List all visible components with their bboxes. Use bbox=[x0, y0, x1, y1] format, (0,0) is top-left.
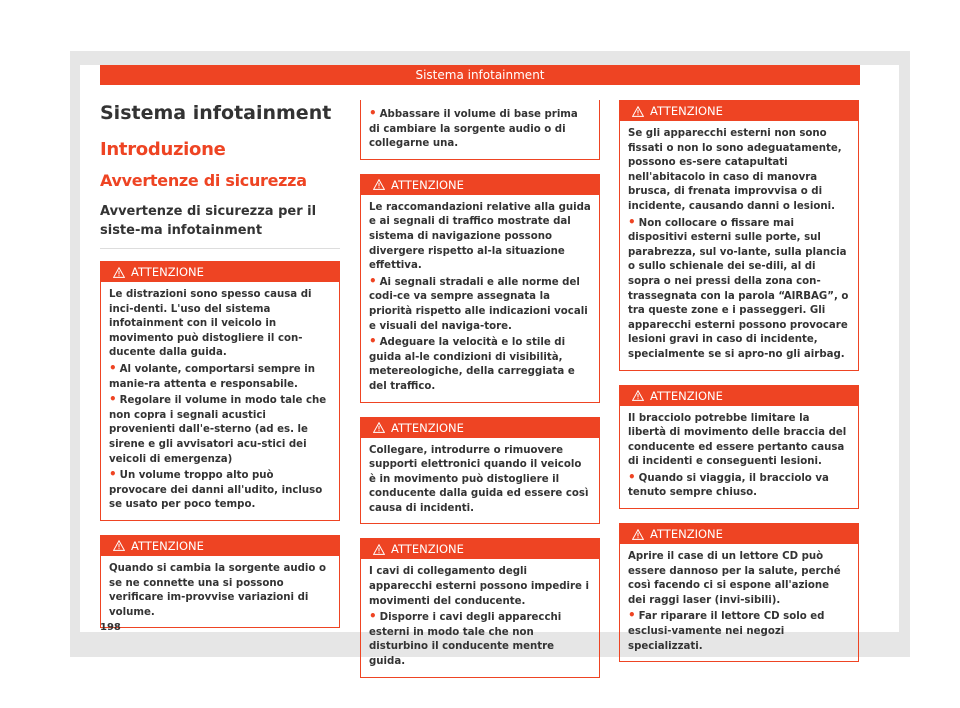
warning-header bbox=[101, 536, 339, 556]
list-item: • Quando si viaggia, il bracciolo va tenuto sempre chiuso. bbox=[628, 469, 829, 499]
warning-header bbox=[620, 524, 858, 544]
warning-box bbox=[619, 385, 859, 510]
warning-box bbox=[619, 100, 859, 371]
list-item: • Disporre i cavi degli apparecchi esterni in modo tale che non disturbino il conducente mentre guida. bbox=[369, 609, 562, 668]
warning-text: I cavi di collegamento degli apparecchi esterni possono impedire i movimenti del conducente. bbox=[369, 566, 589, 607]
bullet-icon: • bbox=[369, 334, 377, 349]
warning-text: Il bracciolo potrebbe limitare la libertà di movimento delle braccia del conducente ed essere pertanto causa di incidenti e conseguenti lesioni. bbox=[628, 412, 847, 468]
warning-header bbox=[361, 539, 599, 559]
list-item: • Al volante, comportarsi sempre in manie-ra attenta e responsabile. bbox=[109, 360, 315, 390]
bullet-icon: • bbox=[109, 467, 117, 482]
warning-body bbox=[620, 544, 858, 661]
warning-box bbox=[100, 535, 340, 628]
warning-body bbox=[361, 438, 599, 524]
warning-label: ATTENZIONE bbox=[391, 420, 464, 435]
column-1 bbox=[100, 100, 340, 628]
list-item: • Non collocare o fissare mai dispositivi esterni sulle porte, sul parabrezza, sul vo-lante, sulla plancia o sullo schienale dei se-dili, al di sopra o nei pressi della zona con-trassegnata con la parola “AIRBAG”, o tra queste zone e i passeggeri. Gli apparecchi esterni possono provocare lesioni gravi in caso di incidente, specialmente se si apro-no gli airbag. bbox=[628, 214, 849, 360]
warning-box bbox=[100, 261, 340, 521]
list-item: • Adeguare la velocità e lo stile di guida al-le condizioni di visibilità, metereologiche, della carreggiata e del traffico. bbox=[369, 334, 575, 392]
list-item: • Ai segnali stradali e alle norme del codi-ce va sempre assegnata la priorità rispetto alle indicazioni vocali e visuali del naviga-tore. bbox=[369, 273, 588, 332]
warning-label: ATTENZIONE bbox=[391, 542, 464, 557]
warning-icon bbox=[632, 106, 644, 117]
subsection-title: Avvertenze di sicurezza bbox=[100, 171, 307, 190]
list-item: • Abbassare il volume di base prima di cambiare la sorgente audio o di collegarne una. bbox=[369, 106, 578, 150]
warning-box bbox=[619, 523, 859, 662]
warning-header bbox=[361, 418, 599, 438]
warning-text: Le distrazioni sono spesso causa di inci-denti. L'uso del sistema infotainment con il veicolo in movimento può distogliere il con-ducente dalla guida. bbox=[109, 289, 312, 359]
warning-header bbox=[620, 386, 858, 406]
warning-body bbox=[620, 406, 858, 509]
warning-text: Collegare, introdurre o rimuovere supporti elettronici quando il veicolo è in movimento può distogliere il conducente dalla guida ed essere così causa di incidenti. bbox=[369, 444, 589, 514]
warning-header bbox=[620, 101, 858, 121]
warning-icon bbox=[113, 267, 125, 278]
running-header: Sistema infotainment bbox=[100, 65, 860, 85]
bullet-icon: • bbox=[369, 609, 377, 624]
warning-icon bbox=[373, 544, 385, 555]
page-number: 198 bbox=[100, 622, 121, 633]
bullet-icon: • bbox=[109, 392, 117, 407]
warning-label: ATTENZIONE bbox=[391, 177, 464, 192]
warning-text: Le raccomandazioni relative alla guida e ai segnali di traffico mostrate dal sistema di navigazione possono divergere rispetto al-la situazione effettiva. bbox=[369, 201, 591, 272]
warning-text: Se gli apparecchi esterni non sono fissati o non lo sono adeguatamente, possono es-sere catapultati nell'abitacolo in caso di manovra brusca, di frenata improvvisa o di incidente, causando danni o lesioni. bbox=[628, 128, 842, 212]
warning-icon bbox=[113, 540, 125, 551]
bullet-icon: • bbox=[628, 214, 636, 229]
warning-label: ATTENZIONE bbox=[650, 104, 723, 118]
warning-header bbox=[361, 175, 599, 195]
warning-label: ATTENZIONE bbox=[131, 265, 204, 279]
warning-box bbox=[360, 417, 600, 525]
warning-icon bbox=[373, 179, 385, 190]
warning-body bbox=[361, 195, 599, 402]
warning-body bbox=[620, 121, 858, 370]
warning-box bbox=[360, 174, 600, 403]
warning-icon bbox=[632, 529, 644, 540]
bullet-icon: • bbox=[628, 469, 636, 484]
warning-label: ATTENZIONE bbox=[650, 527, 723, 542]
warning-body bbox=[361, 100, 599, 159]
warning-header bbox=[101, 262, 339, 282]
chapter-title: Sistema infotainment bbox=[100, 102, 332, 124]
bullet-icon: • bbox=[628, 608, 636, 623]
warning-body bbox=[101, 282, 339, 520]
warning-icon bbox=[632, 390, 644, 401]
list-item: • Un volume troppo alto può provocare dei danni all'udito, incluso se usato per poco tempo. bbox=[109, 467, 323, 511]
bullet-icon: • bbox=[369, 273, 377, 288]
warning-box-continued bbox=[360, 100, 600, 160]
warning-text: Aprire il case di un lettore CD può essere dannoso per la salute, perché così facendo ci si espone all'azione dei raggi laser (invi-sibili). bbox=[628, 551, 841, 606]
warning-label: ATTENZIONE bbox=[650, 388, 723, 403]
warning-body bbox=[101, 556, 339, 627]
column-3 bbox=[619, 100, 859, 662]
list-item: • Far riparare il lettore CD solo ed esclusi-vamente nei negozi specializzati. bbox=[628, 608, 825, 652]
topic-title: Avvertenze di sicurezza per il siste-ma infotainment bbox=[100, 202, 340, 249]
list-item: • Regolare il volume in modo tale che non copra i segnali acustici provenienti dall'e-sterno (ad es. le sirene e gli avvisatori acu-stici dei veicoli di emergenza) bbox=[109, 392, 327, 465]
warning-body bbox=[361, 559, 599, 676]
bullet-icon: • bbox=[109, 360, 117, 375]
warning-text: Quando si cambia la sorgente audio o se ne connette una si possono verificare im-provvise variazioni di volume. bbox=[109, 562, 326, 618]
column-2 bbox=[360, 100, 600, 678]
warning-icon bbox=[373, 422, 385, 433]
bullet-icon: • bbox=[369, 106, 377, 120]
warning-label: ATTENZIONE bbox=[131, 538, 204, 553]
section-title: Introduzione bbox=[100, 139, 226, 160]
warning-box bbox=[360, 538, 600, 677]
